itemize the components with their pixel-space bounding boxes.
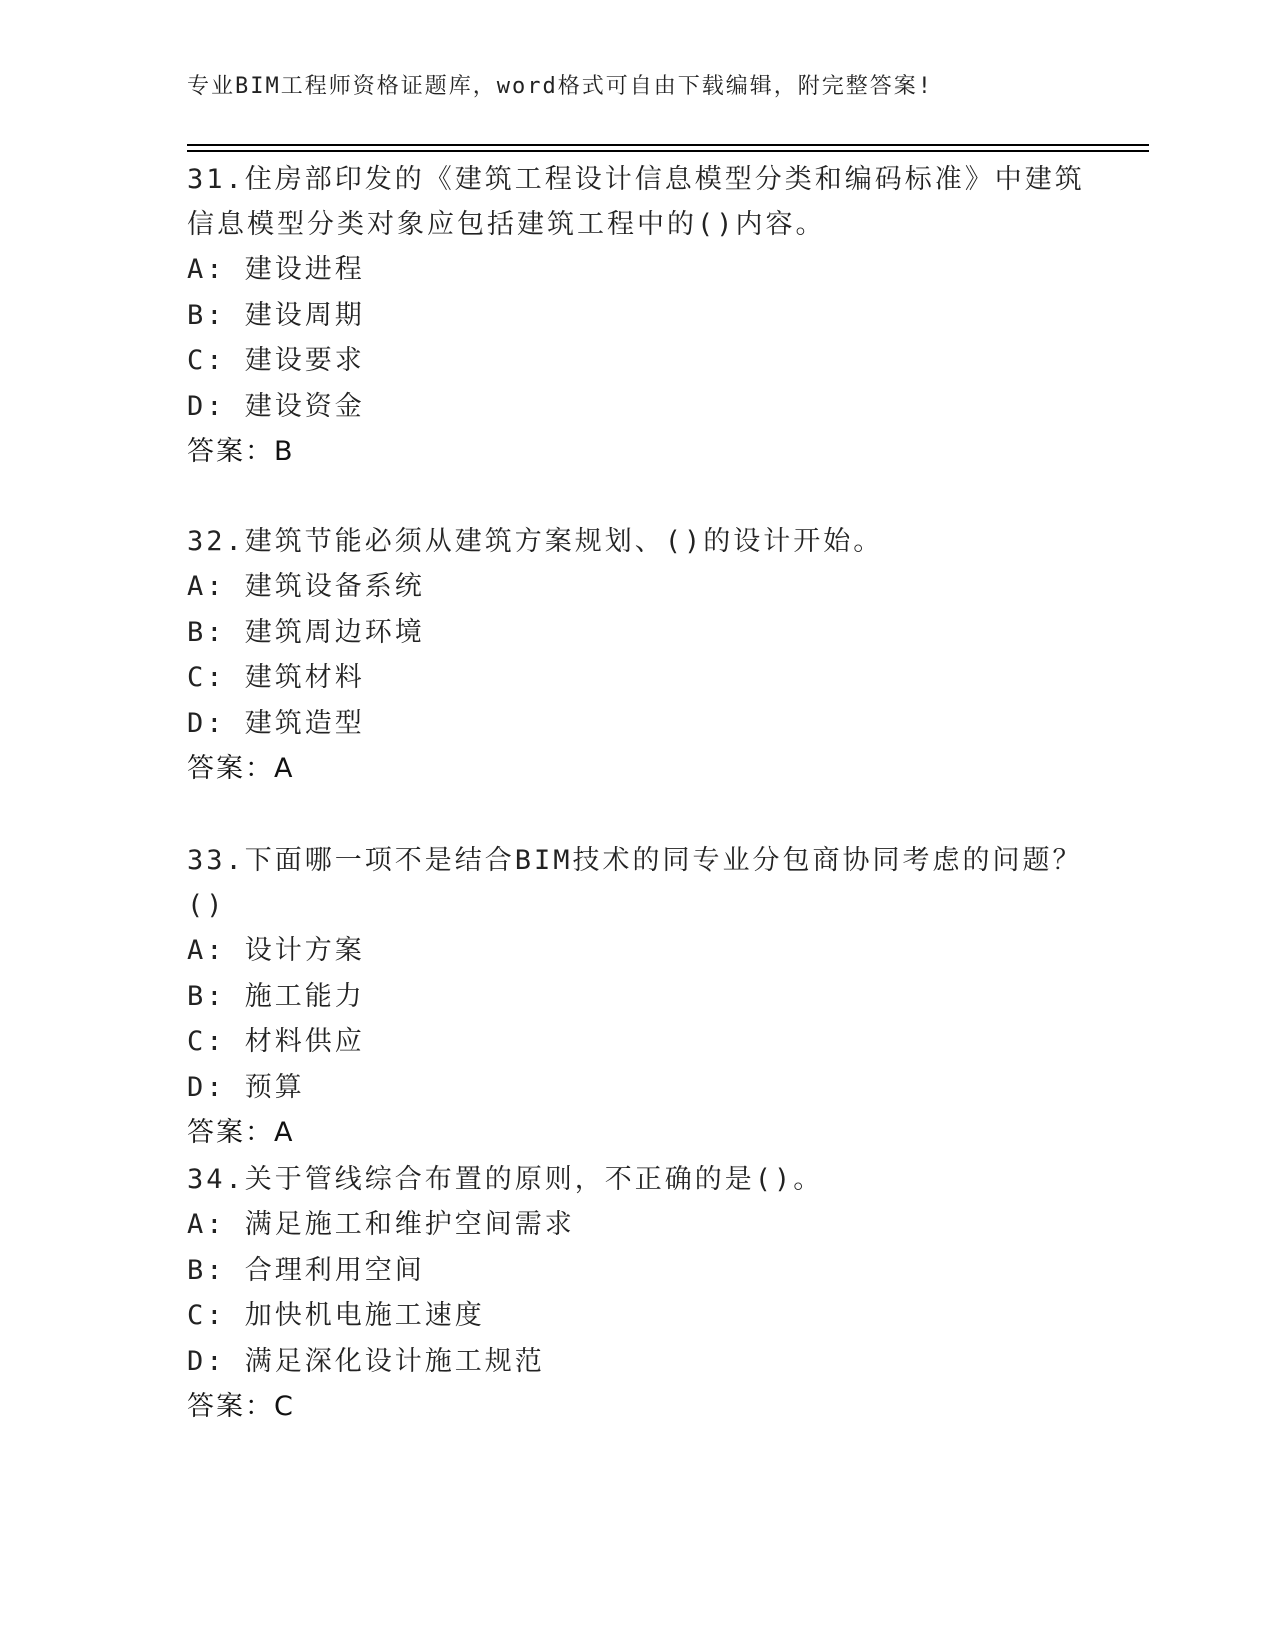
answer-line: 答案：A <box>187 753 295 784</box>
option-d: D: 建设资金 <box>187 390 365 422</box>
option-c: C: 建筑材料 <box>187 662 365 693</box>
question-stem: 33.下面哪一项不是结合BIM技术的同专业分包商协同考虑的问题？() <box>187 845 1083 921</box>
option-a: A: 建设进程 <box>187 254 365 285</box>
option-b: B: 施工能力 <box>187 980 365 1012</box>
question-31 <box>187 157 1087 475</box>
option-d: D: 满足深化设计施工规范 <box>187 1345 545 1377</box>
answer-line: 答案：A <box>187 1117 295 1148</box>
option-d: D: 建筑造型 <box>187 707 365 739</box>
option-c: C: 加快机电施工速度 <box>187 1300 485 1331</box>
document-header: 专业BIM工程师资格证题库，word格式可自由下载编辑，附完整答案! <box>187 74 933 99</box>
option-c: C: 材料供应 <box>187 1026 365 1057</box>
option-b: B: 建设周期 <box>187 299 365 331</box>
option-a: A: 设计方案 <box>187 935 365 966</box>
header-rule-top <box>187 144 1149 146</box>
option-b: B: 建筑周边环境 <box>187 616 425 648</box>
question-stem: 32.建筑节能必须从建筑方案规划、()的设计开始。 <box>187 526 884 557</box>
option-b: B: 合理利用空间 <box>187 1254 425 1286</box>
option-a: A: 满足施工和维护空间需求 <box>187 1209 575 1240</box>
question-stem: 31.住房部印发的《建筑工程设计信息模型分类和编码标准》中建筑信息模型分类对象应包括建筑工程中的()内容。 <box>187 164 1085 240</box>
header-rule-bottom <box>187 150 1149 152</box>
question-34 <box>187 1157 1087 1430</box>
question-33 <box>187 838 1087 1156</box>
question-stem: 34.关于管线综合布置的原则，不正确的是()。 <box>187 1164 824 1195</box>
option-c: C: 建设要求 <box>187 345 365 376</box>
question-32 <box>187 519 1087 792</box>
option-d: D: 预算 <box>187 1071 305 1103</box>
answer-line: 答案：B <box>187 436 295 467</box>
option-a: A: 建筑设备系统 <box>187 571 425 602</box>
answer-line: 答案：C <box>187 1391 295 1422</box>
